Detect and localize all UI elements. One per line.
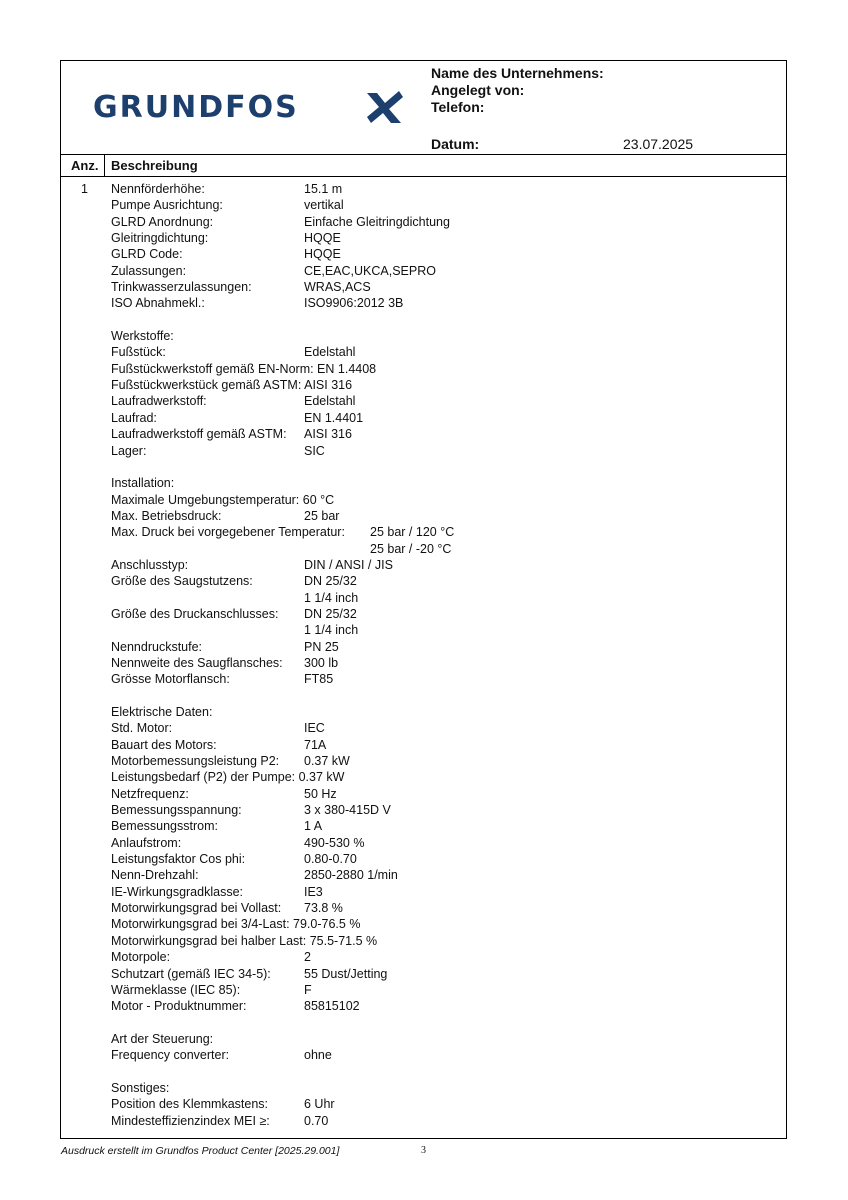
spec-row [111, 508, 771, 524]
spec-value: AISI 316 [304, 427, 352, 442]
spacer-row [111, 312, 771, 328]
spec-row [111, 230, 771, 246]
spec-label: Netzfrequenz: [111, 786, 189, 801]
spec-label: Schutzart (gemäß IEC 34-5): [111, 966, 271, 981]
spec-value: ohne [304, 1048, 332, 1063]
spec-row [111, 802, 771, 818]
spec-row [111, 426, 771, 442]
spec-value: 25 bar / 120 °C [370, 525, 455, 540]
spec-value: 0.70 [304, 1113, 329, 1128]
spec-label: Motorpole: [111, 950, 171, 965]
spec-label: Grösse Motorflansch: [111, 672, 230, 687]
spec-value: IEC [304, 721, 325, 736]
spec-label: Größe des Saugstutzens: [111, 574, 253, 589]
spec-value: 490-530 % [304, 835, 365, 850]
spec-row [111, 966, 771, 982]
spec-label: Fußstück: [111, 345, 166, 360]
spec-value: F [304, 982, 312, 997]
spec-row [111, 573, 771, 589]
spec-label: Laufrad: [111, 410, 157, 425]
date-value: 23.07.2025 [623, 136, 694, 152]
grundfos-logo [93, 85, 403, 131]
spec-label: Mindesteffizienzindex MEI ≥: [111, 1113, 270, 1128]
spec-row [111, 1080, 771, 1096]
spec-value: vertikal [304, 198, 344, 213]
spec-row [111, 443, 771, 459]
spec-row [111, 1113, 771, 1129]
spec-value: 55 Dust/Jetting [304, 966, 388, 981]
spec-row [111, 361, 771, 377]
spec-label: Zulassungen: [111, 263, 187, 278]
spec-row [111, 1031, 771, 1047]
spec-value: PN 25 [304, 639, 339, 654]
logo-mark-icon [363, 85, 407, 129]
spec-row [111, 916, 771, 932]
spec-value: 0.37 kW [304, 754, 350, 769]
spec-row [111, 344, 771, 360]
spec-value: ISO9906:2012 3B [304, 296, 404, 311]
spec-row [111, 377, 771, 393]
spec-value: 2 [304, 950, 311, 965]
spec-label: Frequency converter: [111, 1048, 230, 1063]
spec-label: Trinkwasserzulassungen: [111, 280, 252, 295]
spec-value: 2850-2880 1/min [304, 868, 398, 883]
spec-value: 73.8 % [304, 901, 343, 916]
spec-value: Einfache Gleitringdichtung [304, 214, 450, 229]
spec-label: Max. Druck bei vorgegebener Temperatur: [111, 525, 345, 540]
spec-row [111, 606, 771, 622]
spec-row [111, 410, 771, 426]
spec-label: Motorwirkungsgrad bei Vollast: [111, 901, 282, 916]
spec-row [111, 884, 771, 900]
spec-row [111, 541, 771, 557]
spec-label: Nennweite des Saugflansches: [111, 655, 283, 670]
spec-label: Bemessungsstrom: [111, 819, 218, 834]
spec-row [111, 900, 771, 916]
spec-value: 3 x 380-415D V [304, 803, 391, 818]
spec-value: EN 1.4401 [304, 410, 364, 425]
spec-row [111, 328, 771, 344]
spec-text: Maximale Umgebungstemperatur: 60 °C [111, 492, 335, 507]
spec-label: Laufradwerkstoff gemäß ASTM: [111, 427, 287, 442]
spec-text: Werkstoffe: [111, 329, 174, 344]
spec-label: Laufradwerkstoff: [111, 394, 207, 409]
spec-row [111, 590, 771, 606]
phone-label: Telefon: [431, 99, 485, 115]
header-rule-top [61, 154, 786, 155]
spec-row [111, 181, 771, 197]
spec-row [111, 982, 771, 998]
spec-value: 50 Hz [304, 786, 337, 801]
spec-text: Leistungsbedarf (P2) der Pumpe: 0.37 kW [111, 770, 345, 785]
spec-row [111, 704, 771, 720]
spec-text: Installation: [111, 476, 175, 491]
spec-label: Position des Klemmkastens: [111, 1097, 269, 1112]
spec-row [111, 492, 771, 508]
spec-row [111, 622, 771, 638]
spec-label: Max. Betriebsdruck: [111, 508, 222, 523]
spec-row [111, 949, 771, 965]
spec-label: Anschlusstyp: [111, 557, 189, 572]
spec-text: Fußstückwerkstoff gemäß EN-Norm: EN 1.4408 [111, 361, 377, 376]
spec-text: Motorwirkungsgrad bei 3/4-Last: 79.0-76.5 % [111, 917, 361, 932]
spec-row [111, 1047, 771, 1063]
spacer-row [111, 688, 771, 704]
spec-label: Wärmeklasse (IEC 85): [111, 982, 241, 997]
spec-row [111, 214, 771, 230]
spec-label: Bauart des Motors: [111, 737, 217, 752]
spec-row [111, 786, 771, 802]
spec-value: 15.1 m [304, 182, 343, 196]
company-label: Name des Unternehmens: [431, 65, 604, 81]
date-label: Datum: [431, 136, 480, 152]
spec-label: ISO Abnahmekl.: [111, 296, 205, 311]
spec-value: 25 bar / -20 °C [370, 541, 452, 556]
spec-value: 0.80-0.70 [304, 852, 357, 867]
spec-row [111, 835, 771, 851]
spec-label: Nenndruckstufe: [111, 639, 203, 654]
spec-row [111, 933, 771, 949]
spec-row [111, 197, 771, 213]
header-rule-bottom [61, 176, 786, 177]
spec-row [111, 246, 771, 262]
spec-label: GLRD Anordnung: [111, 214, 214, 229]
spec-row [111, 295, 771, 311]
description-column-header: Beschreibung [111, 158, 198, 173]
spec-text: Sonstiges: [111, 1080, 170, 1095]
spec-value: DN 25/32 [304, 606, 357, 621]
spec-list [111, 181, 771, 1129]
spec-label: Größe des Druckanschlusses: [111, 606, 279, 621]
spec-value: 1 1/4 inch [304, 623, 359, 638]
spec-row [111, 737, 771, 753]
spec-label: Nennförderhöhe: [111, 182, 205, 196]
spec-value: 300 lb [304, 655, 339, 670]
spec-row [111, 769, 771, 785]
brand-wordmark: GRUNDFOS [93, 90, 299, 125]
spec-row [111, 720, 771, 736]
spec-value: 6 Uhr [304, 1097, 335, 1112]
spec-label: Motor - Produktnummer: [111, 999, 247, 1014]
spec-value: CE,EAC,UKCA,SEPRO [304, 263, 436, 278]
spec-value: Edelstahl [304, 345, 356, 360]
spec-row [111, 851, 771, 867]
spec-label: Lager: [111, 443, 147, 458]
spec-row [111, 671, 771, 687]
created-by-label: Angelegt von: [431, 82, 525, 98]
spec-value: SIC [304, 443, 325, 458]
qty-column-header: Anz. [71, 158, 99, 173]
spec-row [111, 655, 771, 671]
spec-value: 1 A [304, 819, 323, 834]
spec-label: GLRD Code: [111, 247, 183, 262]
spec-label: Bemessungsspannung: [111, 803, 242, 818]
spec-value: HQQE [304, 231, 341, 246]
spec-value: 25 bar [304, 508, 340, 523]
spec-value: FT85 [304, 672, 334, 687]
spec-row [111, 524, 771, 540]
page-number: 3 [421, 1145, 426, 1156]
spec-label: Pumpe Ausrichtung: [111, 198, 223, 213]
spec-row [111, 818, 771, 834]
spec-text: Elektrische Daten: [111, 705, 213, 719]
datasheet-frame [60, 60, 787, 1139]
spacer-row [111, 1015, 771, 1031]
spec-value: 71A [304, 737, 327, 752]
spec-row [111, 867, 771, 883]
spec-row [111, 998, 771, 1014]
spec-value: WRAS,ACS [304, 280, 371, 295]
spec-row [111, 263, 771, 279]
spacer-row [111, 1064, 771, 1080]
position-number: 1 [81, 182, 88, 196]
spec-row [111, 1096, 771, 1112]
spec-row [111, 557, 771, 573]
spec-text: Motorwirkungsgrad bei halber Last: 75.5-71.5 % [111, 933, 378, 948]
spec-value: 1 1/4 inch [304, 590, 359, 605]
spec-text: Art der Steuerung: [111, 1031, 214, 1046]
spec-text: Fußstückwerkstück gemäß ASTM: AISI 316 [111, 378, 353, 393]
spec-row [111, 753, 771, 769]
spec-label: Leistungsfaktor Cos phi: [111, 852, 246, 867]
spec-value: Edelstahl [304, 394, 356, 409]
footer-text: Ausdruck erstellt im Grundfos Product Center [2025.29.001] [61, 1145, 340, 1157]
spec-row [111, 475, 771, 491]
spec-label: Gleitringdichtung: [111, 231, 209, 246]
spec-label: IE-Wirkungsgradklasse: [111, 884, 243, 899]
spec-label: Std. Motor: [111, 721, 173, 736]
column-separator [104, 154, 105, 176]
spec-row [111, 393, 771, 409]
spec-row [111, 639, 771, 655]
spec-value: DIN / ANSI / JIS [304, 557, 393, 572]
spec-label: Anlaufstrom: [111, 835, 182, 850]
spacer-row [111, 459, 771, 475]
spec-label: Motorbemessungsleistung P2: [111, 754, 280, 769]
spec-label: Nenn-Drehzahl: [111, 868, 199, 883]
spec-value: 85815102 [304, 999, 360, 1014]
spec-row [111, 279, 771, 295]
spec-value: DN 25/32 [304, 574, 357, 589]
spec-value: HQQE [304, 247, 341, 262]
spec-value: IE3 [304, 884, 323, 899]
